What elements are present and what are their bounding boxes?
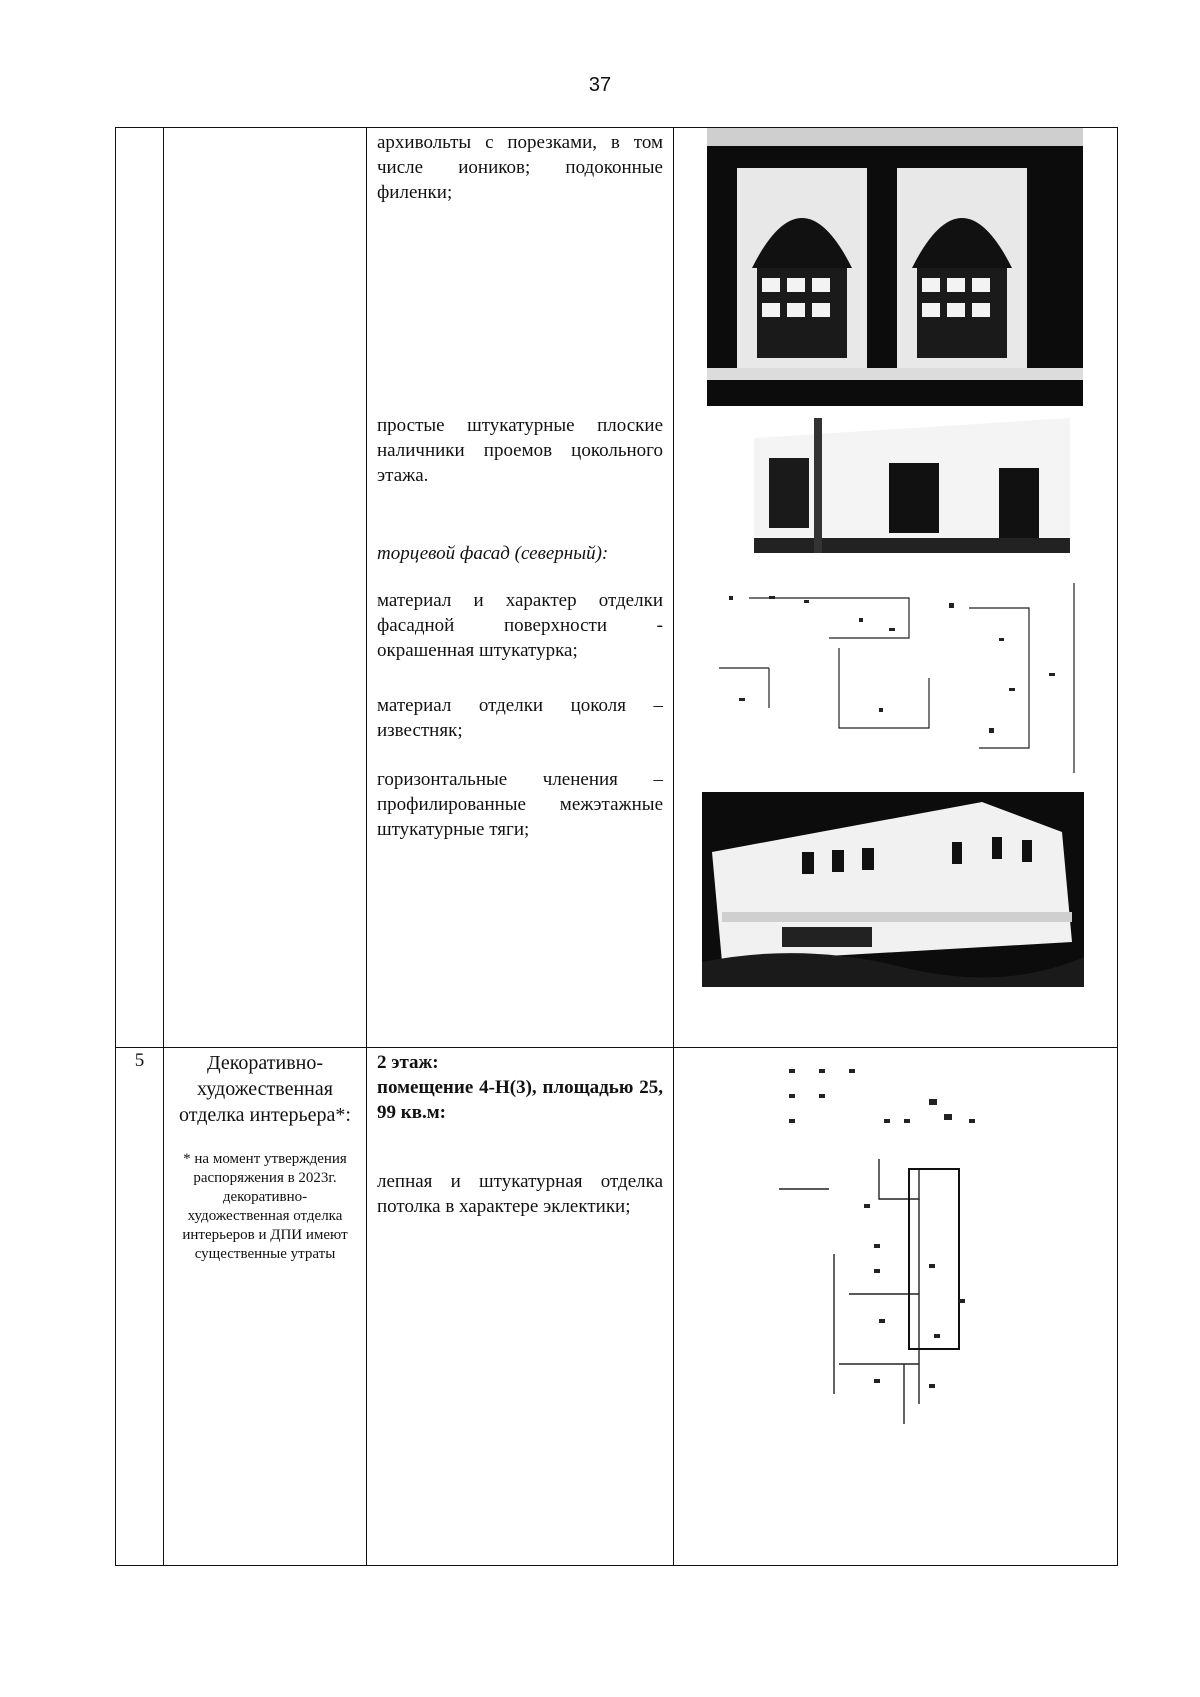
paragraph-basement-frames: простые штукатурные плоские наличники проемов цокольного этажа.: [377, 415, 663, 486]
description-cell: [367, 128, 674, 1048]
images-cell: [674, 128, 1118, 1048]
paragraph-archivolts: архивольты с порезками, в том числе иоников; подоконные филенки;: [377, 132, 663, 203]
paragraph-facade-finish: материал и характер отделки фасадной поверхности - окрашенная штукатурка;: [377, 590, 663, 661]
row-number: 5: [134, 1050, 145, 1071]
row-number-cell: [116, 1048, 164, 1566]
row-title: Декоративно-художественная отделка интерьера*:: [179, 1052, 351, 1126]
table-row: [116, 128, 1118, 1048]
photo-basement-windows: [754, 418, 1070, 553]
page-number: 37: [588, 74, 612, 96]
paragraph-north-facade-heading: торцевой фасад (северный):: [377, 543, 609, 564]
description-cell: [367, 1048, 674, 1566]
images-cell: [674, 1048, 1118, 1566]
paragraph-plinth-finish: материал отделки цоколя – известняк;: [377, 695, 663, 741]
photo-arched-windows: [707, 128, 1083, 406]
row-footnote: * на момент утверждения распоряжения в 2023г. декоративно-художественная отделка интерьеров и ДПИ имеют существенные утраты: [182, 1151, 348, 1262]
document-table: [115, 127, 1118, 1566]
floor-plan-facade-drawing: [709, 578, 1079, 778]
photo-north-facade: [702, 792, 1084, 987]
floor-label: 2 этаж:: [377, 1052, 439, 1073]
ceiling-description: лепная и штукатурная отделка потолка в характере эклектики;: [377, 1171, 663, 1217]
row-name-cell: [164, 128, 367, 1048]
floor-plan-room-4n3: [779, 1064, 999, 1454]
row-number-cell: [116, 128, 164, 1048]
table-row: [116, 1048, 1118, 1566]
paragraph-horizontal-divisions: горизонтальные членения – профилированные межэтажные штукатурные тяги;: [377, 769, 663, 840]
row-name-cell: [164, 1048, 367, 1566]
room-label: помещение 4-Н(3), площадью 25, 99 кв.м:: [377, 1077, 663, 1123]
